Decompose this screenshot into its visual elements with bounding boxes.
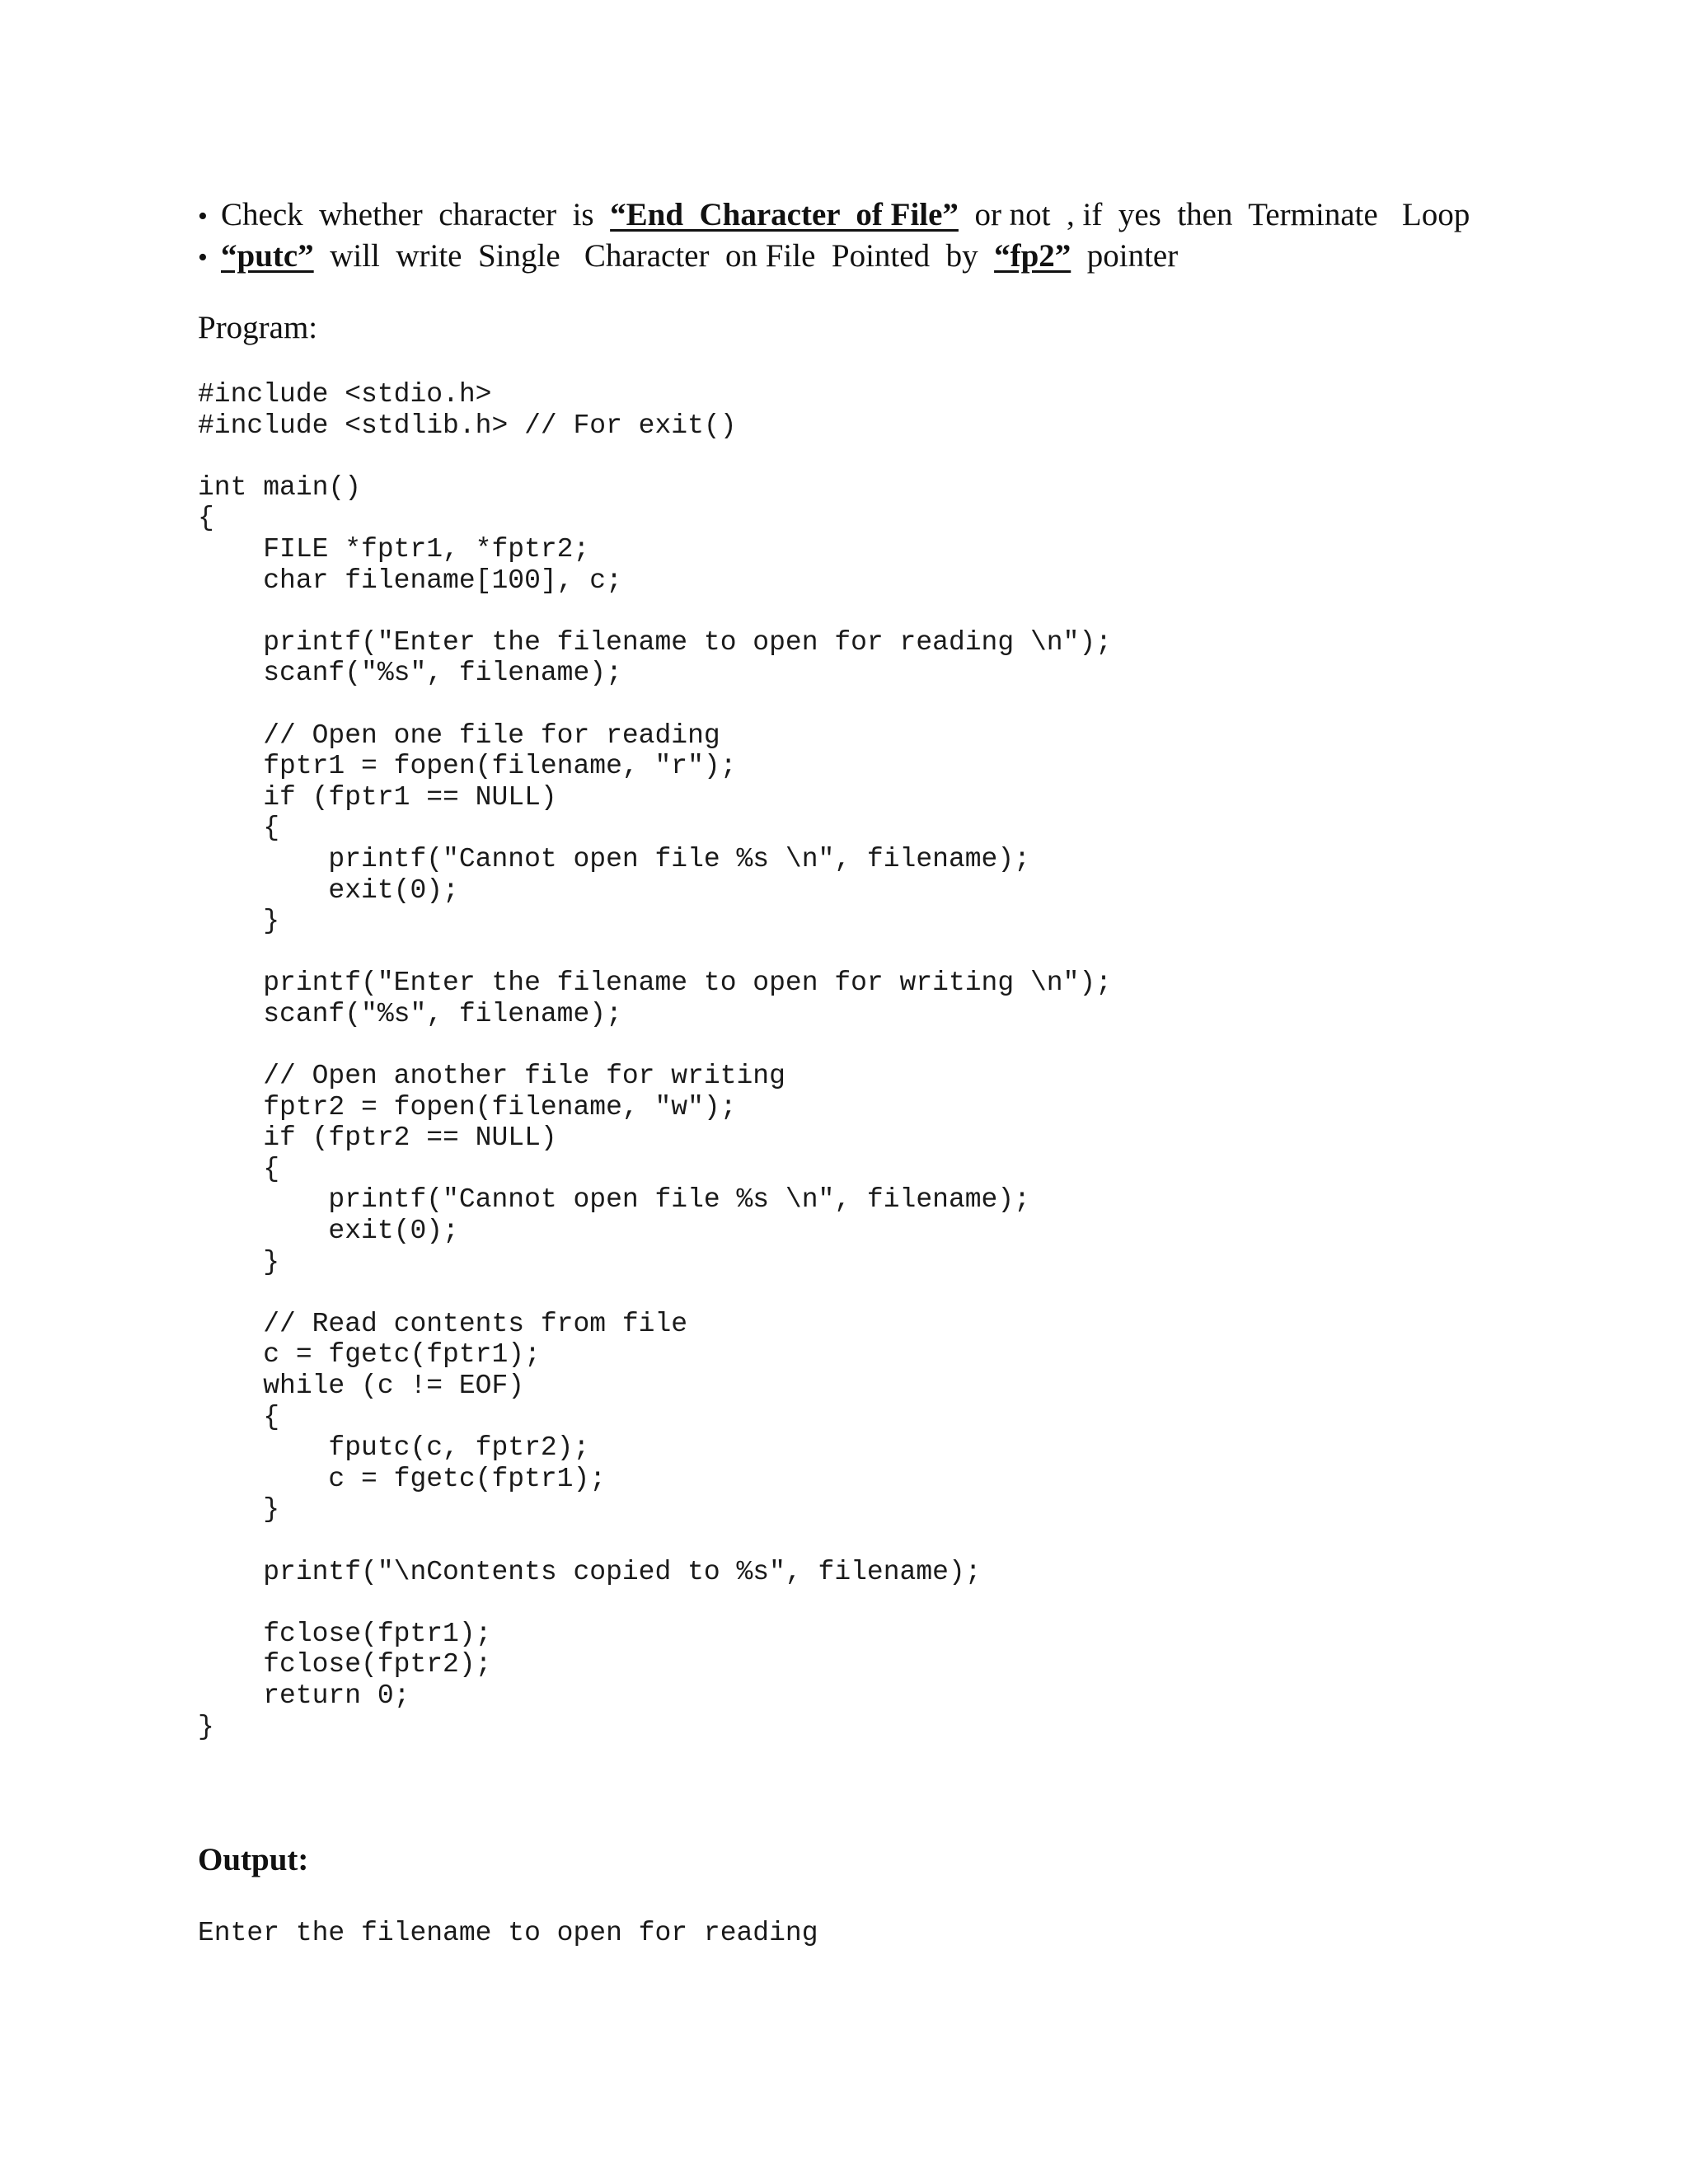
code-line: { bbox=[198, 1153, 280, 1184]
code-block bbox=[198, 379, 1112, 1742]
code-line: FILE *fptr1, *fptr2; bbox=[198, 533, 590, 565]
code-line bbox=[198, 1587, 1112, 1619]
code-line: printf("Enter the filename to open for writing \n"); bbox=[198, 968, 1112, 999]
code-line: } bbox=[198, 1711, 214, 1742]
code-line: { bbox=[198, 503, 214, 534]
code-line: { bbox=[198, 813, 280, 844]
bullet-list bbox=[198, 194, 1615, 277]
bullet-text: pointer bbox=[1071, 238, 1179, 274]
code-line bbox=[198, 441, 1112, 472]
code-line: // Open another file for writing bbox=[198, 1061, 785, 1092]
code-line: return 0; bbox=[198, 1680, 410, 1711]
code-line: #include <stdio.h> bbox=[198, 379, 492, 410]
output-heading: Output: bbox=[198, 1842, 309, 1877]
code-line bbox=[198, 1526, 1112, 1557]
code-line: exit(0); bbox=[198, 1216, 459, 1247]
code-line bbox=[198, 596, 1112, 627]
code-line: printf("Cannot open file %s \n", filename); bbox=[198, 1184, 1030, 1216]
code-line: printf("\nContents copied to %s", filename); bbox=[198, 1556, 982, 1587]
code-line bbox=[198, 689, 1112, 720]
bullet-item-eof-check bbox=[198, 194, 1615, 236]
output-text: Enter the filename to open for reading bbox=[198, 1918, 818, 1948]
bullet-marker: • bbox=[198, 242, 208, 273]
code-line bbox=[198, 1277, 1112, 1309]
code-line: fptr2 = fopen(filename, "w"); bbox=[198, 1091, 737, 1122]
code-line: int main() bbox=[198, 471, 362, 503]
code-line: exit(0); bbox=[198, 874, 459, 906]
code-line: fclose(fptr1); bbox=[198, 1618, 492, 1649]
bullet-item-putc bbox=[198, 236, 1615, 277]
code-line: // Read contents from file bbox=[198, 1308, 688, 1339]
code-line bbox=[198, 1029, 1112, 1061]
bullet-marker: • bbox=[198, 201, 208, 232]
code-line: fclose(fptr2); bbox=[198, 1649, 492, 1680]
code-line: c = fgetc(fptr1); bbox=[198, 1339, 541, 1371]
code-line: while (c != EOF) bbox=[198, 1371, 525, 1401]
code-line: printf("Cannot open file %s \n", filename); bbox=[198, 843, 1030, 874]
code-line: } bbox=[198, 1246, 280, 1277]
bullet-emphasis: “fp2” bbox=[994, 238, 1071, 274]
code-line: printf("Enter the filename to open for reading \n"); bbox=[198, 626, 1112, 658]
code-line: // Open one file for reading bbox=[198, 719, 720, 751]
code-line bbox=[198, 937, 1112, 968]
code-line: { bbox=[198, 1401, 280, 1432]
program-heading: Program: bbox=[198, 310, 318, 345]
code-line: if (fptr1 == NULL) bbox=[198, 781, 557, 813]
code-line: #include <stdlib.h> // For exit() bbox=[198, 410, 737, 441]
bullet-text: or not , if yes then Terminate Loop bbox=[958, 197, 1470, 232]
code-line: fputc(c, fptr2); bbox=[198, 1432, 590, 1464]
bullet-emphasis: “End Character of File” bbox=[610, 197, 959, 232]
bullet-text: will write Single Character on File Pointed by bbox=[313, 238, 995, 274]
code-line: } bbox=[198, 906, 280, 937]
code-line: c = fgetc(fptr1); bbox=[198, 1463, 607, 1494]
code-line: scanf("%s", filename); bbox=[198, 658, 622, 689]
code-line: } bbox=[198, 1494, 280, 1526]
bullet-text: Check whether character is bbox=[221, 197, 611, 232]
code-line: if (fptr2 == NULL) bbox=[198, 1122, 557, 1154]
code-line: char filename[100], c; bbox=[198, 565, 622, 596]
code-line: scanf("%s", filename); bbox=[198, 998, 622, 1029]
bullet-emphasis: “putc” bbox=[221, 238, 314, 274]
code-line: fptr1 = fopen(filename, "r"); bbox=[198, 751, 737, 782]
